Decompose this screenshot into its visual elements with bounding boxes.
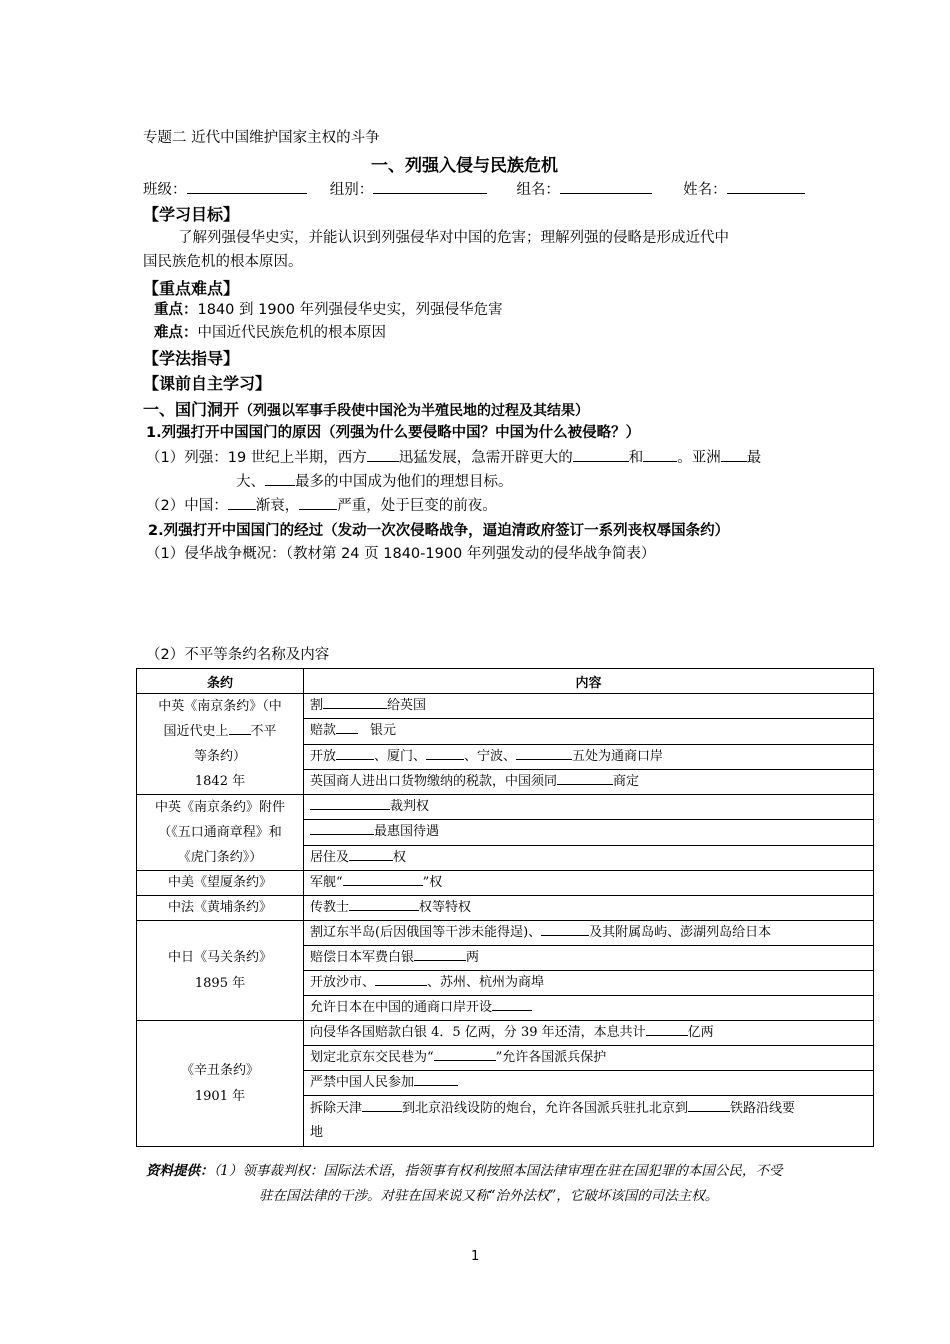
table-row: [137, 896, 874, 921]
xinchou-item-3: [304, 1071, 874, 1096]
lesson-title: 一、列强入侵与民族危机: [371, 156, 558, 176]
supplement-name-3: 《虎门条约》）: [177, 850, 263, 865]
q1a-blank-1[interactable]: [367, 446, 399, 462]
shimonoseki-item-1: [304, 921, 874, 946]
method-heading: 【学法指导】: [143, 349, 240, 368]
supplement-item-3: [304, 845, 874, 870]
nanjing-item-2: [304, 719, 874, 744]
fill-blank[interactable]: [310, 795, 390, 810]
text: 严禁中国人民参加: [310, 1075, 415, 1090]
objectives-line-2: 国民族危机的根本原因。: [143, 254, 303, 270]
key-label: 重点：: [154, 302, 198, 318]
supplement-item-2: [304, 820, 874, 845]
nanjing-year: 1842 年: [194, 774, 246, 789]
treaty-nanjing: [137, 694, 304, 795]
question-1-title: 1.列强打开中国国门的原因（列强为什么要侵略中国？中国为什么被侵略？）: [146, 425, 641, 441]
shimonoseki-year: 1895 年: [194, 975, 246, 991]
nanjing-item-4: [304, 769, 874, 794]
treaty-huangpu: 中法《黄埔条约》: [137, 896, 304, 921]
topic-line: 专题二 近代中国维护国家主权的斗争: [143, 130, 380, 146]
table-row: [137, 795, 874, 820]
text: 、宁波、: [464, 748, 517, 764]
text: 权等特权: [419, 900, 472, 915]
difficulty-line: [154, 323, 386, 343]
text: 割: [310, 698, 324, 714]
text: 五处为通商口岸: [572, 748, 664, 764]
header-treaty: 条约: [137, 669, 304, 694]
q1b-text-2: 渐衰，: [255, 498, 300, 514]
text: 拆除天津: [310, 1101, 363, 1116]
question-2b-line: （2）不平等条约名称及内容: [146, 647, 330, 663]
page-number: 1: [471, 1249, 480, 1264]
text: 最惠国待遇: [374, 824, 440, 840]
group-blank[interactable]: [373, 178, 487, 194]
fill-blank[interactable]: [323, 694, 387, 709]
group-label: 组别：: [329, 182, 374, 198]
text: 地: [310, 1125, 324, 1140]
nanjing-name-2a: 国近代史上: [163, 724, 229, 739]
objectives-line-1: 了解列强侵华史实，并能认识到列强侵华对中国的危害；理解列强的侵略是形成近代中: [178, 230, 729, 246]
q1a-text-6: 大、: [236, 474, 265, 490]
section-1-title-line: [143, 397, 589, 420]
supplement-item-1: [304, 795, 874, 820]
class-blank[interactable]: [187, 178, 307, 194]
section-1-note: （列强以军事手段使中国沦为半殖民地的过程及其结果）: [239, 403, 590, 419]
table-row: [137, 871, 874, 896]
xinchou-year: 1901 年: [194, 1088, 246, 1104]
fill-blank[interactable]: [516, 745, 572, 760]
nanjing-name-1: 中英《南京条约》（中: [158, 699, 282, 714]
text: 赔偿日本军费白银: [310, 950, 415, 965]
text: 、苏州、杭州为商埠: [427, 975, 545, 990]
huangpu-item-1: [304, 896, 874, 921]
text: ”允许各国派兵保护: [495, 1050, 607, 1065]
key-text: 1840 到 1900 年列强侵华史实，列强侵华危害: [197, 302, 503, 318]
text: 英国商人进出口货物缴纳的税款，中国须同: [310, 773, 558, 789]
text: 给英国: [387, 698, 427, 714]
text: 向侵华各国赔款白银 4．5 亿两，分 39 年还清，本息共计: [310, 1025, 646, 1040]
xinchou-item-1: [304, 1021, 874, 1046]
q1a-blank-2[interactable]: [573, 446, 629, 462]
class-label: 班级：: [143, 182, 187, 198]
text: 开放: [310, 748, 337, 764]
text: 军舰“: [310, 875, 343, 890]
q1a-text-1: （1）列强：19 世纪上半期，西方: [146, 450, 367, 466]
question-2a-line: （1）侵华战争概况：（教材第 24 页 1840-1900 年列强发动的侵华战争简表）: [146, 546, 656, 562]
question-1a-line: [146, 446, 761, 468]
section-1-title: 一、国门洞开: [143, 400, 240, 419]
table-header-row: [137, 669, 874, 694]
objectives-heading: 【学习目标】: [143, 205, 240, 224]
table-row: [137, 1021, 874, 1046]
treaty-table: [136, 668, 874, 1147]
difficulty-label: 难点：: [154, 325, 198, 341]
supplement-name-1: 中英《南京条约》附件: [154, 800, 285, 815]
fill-blank[interactable]: [414, 1071, 458, 1086]
fill-blank[interactable]: [349, 846, 393, 861]
text: ”权: [422, 875, 443, 890]
text: 开放沙市、: [310, 975, 376, 990]
fill-blank[interactable]: [492, 996, 532, 1011]
text: 划定北京东交民巷为“: [310, 1050, 434, 1065]
text: 权: [393, 849, 407, 865]
text: 赔款: [310, 723, 337, 739]
name-blank[interactable]: [727, 178, 805, 194]
q1a-text-7: 最多的中国成为他们的理想目标。: [295, 474, 513, 490]
fill-blank[interactable]: [434, 1046, 496, 1061]
treaty-supplement: [137, 795, 304, 871]
group-name-blank[interactable]: [560, 178, 652, 194]
group-name-label: 组名：: [516, 182, 560, 198]
text: 传教士: [310, 900, 350, 915]
text: 裁判权: [390, 799, 430, 815]
question-1b-line: [146, 494, 497, 516]
fill-blank[interactable]: [375, 971, 427, 986]
wangxia-item-1: [304, 871, 874, 896]
fill-blank[interactable]: [343, 871, 423, 886]
xinchou-item-4: [304, 1096, 874, 1147]
fill-blank[interactable]: [646, 1021, 688, 1036]
reference-label: 资料提供：: [146, 1163, 214, 1179]
treaty-xinchou: [137, 1021, 304, 1147]
treaty-shimonoseki: [137, 921, 304, 1021]
q1b-blank-1[interactable]: [228, 494, 256, 510]
fill-blank[interactable]: [414, 946, 466, 961]
xinchou-name: 《辛丑条约》: [180, 1062, 259, 1078]
table-row: [137, 694, 874, 719]
text: 、厦门、: [374, 748, 427, 764]
fill-blank[interactable]: [541, 921, 589, 936]
fill-blank[interactable]: [349, 896, 419, 911]
nanjing-name-2: [143, 719, 297, 744]
q1a-blank-4[interactable]: [721, 446, 747, 462]
q1a-text-5: 最: [746, 450, 762, 466]
student-info-row: [143, 178, 805, 200]
key-point-line: [154, 300, 503, 320]
q1b-text-3: 严重，处于巨变的前夜。: [337, 498, 497, 514]
text: 铁路沿线要: [730, 1101, 796, 1116]
text: 及其附属岛屿、澎湖列岛给日本: [589, 925, 772, 940]
reference-text-1: （1）领事裁判权：国际法术语，指领事有权利按照本国法律审理在驻在国犯罪的本国公民，不受: [213, 1163, 783, 1179]
text: 亿两: [687, 1025, 714, 1040]
treaty-wangxia: 中美《望厦条约》: [137, 871, 304, 896]
fill-blank[interactable]: [688, 1097, 730, 1112]
xinchou-item-2: [304, 1046, 874, 1071]
text: 两: [466, 950, 480, 965]
fill-blank[interactable]: [362, 1097, 402, 1112]
nanjing-name-3: 等条约）: [193, 749, 246, 764]
shimonoseki-item-4: [304, 996, 874, 1021]
shimonoseki-item-2: [304, 946, 874, 971]
fill-blank[interactable]: [557, 770, 613, 785]
name-label: 姓名：: [683, 182, 727, 198]
nanjing-item-1: [304, 694, 874, 719]
fill-blank[interactable]: [310, 820, 374, 835]
shimonoseki-name: 中日《马关条约》: [167, 949, 272, 965]
nanjing-blank[interactable]: [229, 720, 251, 735]
supplement-name-2: （《五口通商章程》和: [158, 825, 282, 840]
q1a-blank-3[interactable]: [643, 446, 677, 462]
q1b-blank-2[interactable]: [299, 494, 337, 510]
question-2-title: 2.列强打开中国国门的经过（发动一次次侵略战争，逼迫清政府签订一系列丧权辱国条约）: [148, 523, 730, 539]
fill-blank[interactable]: [426, 745, 464, 760]
q1a-text-4: 。亚洲: [677, 450, 721, 466]
nanjing-item-3: [304, 744, 874, 769]
self-study-heading: 【课前自主学习】: [143, 374, 272, 393]
text: 允许日本在中国的通商口岸开设: [310, 1000, 493, 1015]
reference-line-1: [146, 1159, 782, 1179]
shimonoseki-item-3: [304, 971, 874, 996]
q1b-text-1: （2）中国：: [146, 498, 228, 514]
text: 商定: [613, 773, 640, 789]
fill-blank[interactable]: [336, 745, 374, 760]
header-content: 内容: [304, 669, 874, 694]
text: 到北京沿线设防的炮台，允许各国派兵驻扎北京到: [402, 1101, 689, 1116]
difficulty-text: 中国近代民族危机的根本原因: [197, 325, 386, 341]
q1a-text-3: 和: [628, 450, 644, 466]
key-points-heading: 【重点难点】: [143, 279, 240, 298]
text: 居住及: [310, 849, 350, 865]
q1a-blank-5[interactable]: [265, 470, 295, 486]
q1a-text-2: 迅猛发展，急需开辟更大的: [398, 450, 573, 466]
nanjing-name-2b: 不平: [250, 724, 277, 739]
text: 割辽东半岛(后因俄国等干涉未能得逞)、: [310, 925, 542, 940]
text: 银元: [370, 723, 397, 739]
question-1a-line-2: [236, 470, 513, 492]
table-row: [137, 921, 874, 946]
fill-blank[interactable]: [336, 719, 358, 734]
reference-line-2: 驻在国法律的干涉。对驻在国来说又称“治外法权”，它破坏该国的司法主权。: [259, 1188, 719, 1204]
